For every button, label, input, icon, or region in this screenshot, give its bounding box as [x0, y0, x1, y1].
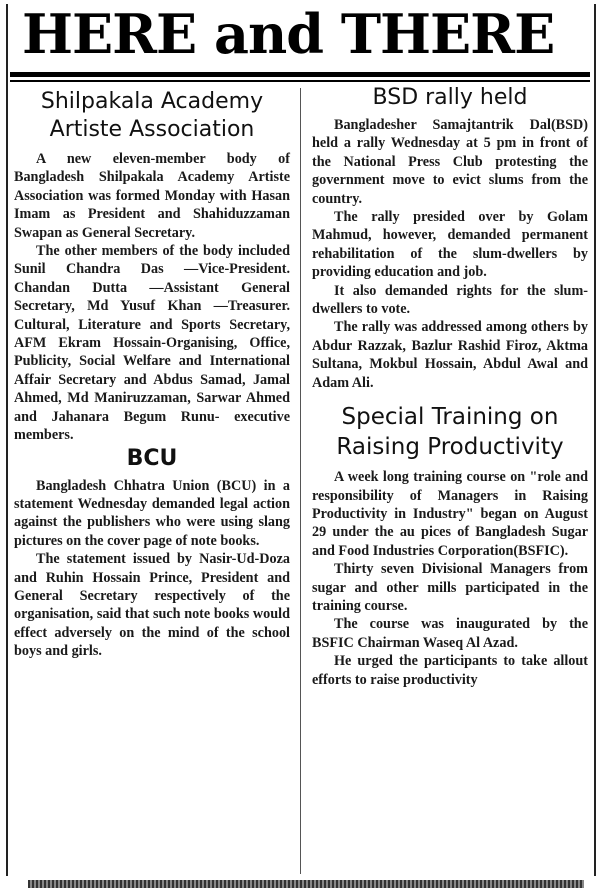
paragraph: It also demanded rights for the slum-dwellers to vote.	[312, 282, 588, 318]
article-bcu	[14, 445, 290, 661]
paragraph: Bangladesher Samajtantrik Dal(BSD) held a rally Wednesday at 5 pm in front of the National Press Club protesting the government move to evict slums from the country.	[312, 117, 588, 207]
paragraph: The statement issued by Nasir-Ud-Doza and Ruhin Hossain Prince, President and General Secretary respectively of the organisation, said that such note books would effect adversely on the mind of the school boys and girls.	[14, 551, 290, 660]
article-headline: Shilpakala Academy Artiste Association	[40, 89, 264, 142]
right-column	[312, 85, 588, 689]
article-body	[14, 477, 290, 661]
article-headline: Special Training on Raising Productivity	[336, 404, 564, 461]
paragraph: He urged the participants to take allout efforts to raise productivity	[312, 653, 588, 688]
paragraph: The course was inaugurated by the BSFIC Chairman Waseq Al Azad.	[312, 616, 588, 651]
paragraph: Bangladesh Chhatra Union (BCU) in a statement Wednesday demanded legal action against the publishers who were using slang pictures on the cover page of note books.	[14, 477, 290, 549]
paragraph: The other members of the body included Sunil Chandra Das —Vice-President. Chandan Dutta —Assistant General Secretary, Md Yusuf Khan —Treasurer. Cultural, Literature and Sports Secretary, AFM Ekram Hossain-Organising, Office, Publicity, Social Welfare and International Affair Secretary and Abdus Samad, Jamal Ahmed, Md Maniruzzaman, Sarwar Ahmed and Jahanara Begum Runu- executive members.	[14, 243, 290, 444]
paragraph: The rally presided over by Golam Mahmud, however, demanded permanent rehabilitation of the slum-dwellers by providing education and job.	[312, 209, 588, 281]
article-bsd	[312, 84, 588, 392]
article-body	[14, 150, 290, 445]
paragraph: Thirty seven Divisional Managers from sugar and other mills participated in the training course.	[312, 561, 588, 614]
masthead-rule-thin	[10, 80, 590, 82]
bottom-border-strip	[28, 880, 584, 888]
masthead-rule-thick	[10, 72, 590, 77]
masthead	[10, 2, 590, 74]
article-training	[312, 402, 588, 689]
masthead-title: HERE and THERE	[22, 2, 555, 66]
article-body	[312, 468, 588, 689]
article-headline: BCU	[126, 445, 178, 471]
paragraph: A new eleven-member body of Bangladesh Shilpakala Academy Artiste Association was formed Monday with Hasan Imam as President and Shahiduzzaman Swapan as General Secretary.	[14, 151, 290, 241]
article-body	[312, 116, 588, 392]
paragraph: The rally was addressed among others by Abdur Razzak, Bazlur Rashid Firoz, Aktma Sultana, Mokbul Hossain, Abdul Awal and Adam Ali.	[312, 319, 588, 391]
paragraph: A week long training course on "role and responsibility of Managers in Raising Productivity in Industry" began on August 29 under the au pices of Bangladesh Sugar and Food Industries Corporation(BSFIC).	[312, 469, 588, 559]
column-divider	[300, 88, 301, 874]
left-column	[14, 88, 290, 661]
article-headline: BSD rally held	[372, 85, 528, 110]
article-shilpakala	[14, 88, 290, 445]
